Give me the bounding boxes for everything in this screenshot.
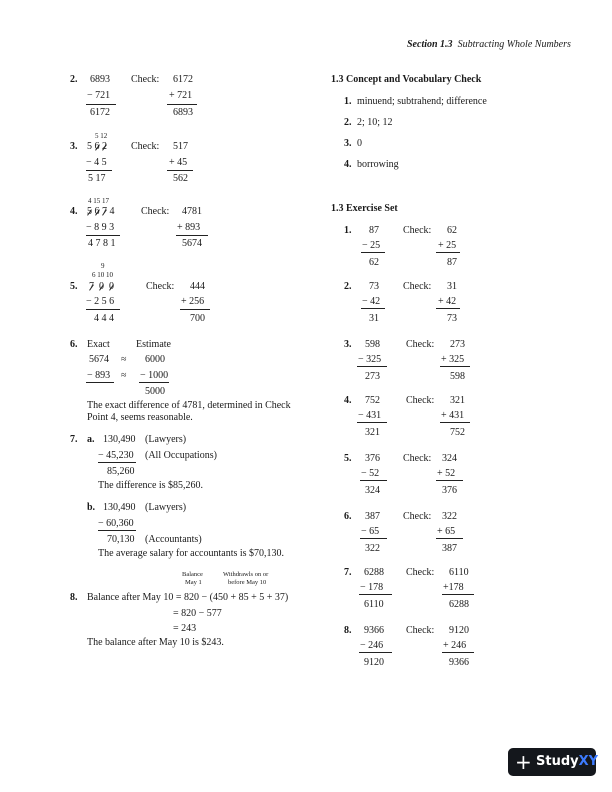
- problem-number: 8.: [70, 592, 78, 603]
- check-top: 517: [173, 141, 188, 152]
- rule: [86, 235, 120, 236]
- value-label: (Lawyers): [145, 502, 187, 513]
- check-top: 62: [447, 225, 457, 236]
- check-top: 321: [450, 395, 465, 406]
- check-top: 444: [190, 281, 205, 292]
- problem-number: 3.: [70, 141, 78, 152]
- exercise-number: 2.: [344, 281, 352, 292]
- check-sum: 6893: [173, 107, 193, 118]
- part-a-note: The difference is $85,260.: [98, 480, 204, 491]
- minuend: [89, 282, 114, 292]
- crossed-digit: 0: [109, 281, 114, 292]
- problem-number: 7.: [70, 434, 78, 445]
- problem-number: 2.: [70, 74, 78, 85]
- difference: 324: [365, 485, 380, 496]
- column-header-exact: Exact: [87, 339, 110, 350]
- column-header-estimate: Estimate: [136, 339, 171, 350]
- check-label: Check:: [403, 511, 432, 522]
- exercise-number: 6.: [344, 511, 352, 522]
- subtrahend: − 178: [360, 582, 384, 593]
- note-line-1: The exact difference of 4781, determined in Check: [87, 400, 291, 411]
- exercise-number: 8.: [344, 625, 352, 636]
- annotation: Balance: [182, 571, 203, 578]
- rule: [180, 309, 210, 310]
- subtrahend: − 65: [361, 526, 380, 537]
- crossed-digit: 5: [87, 206, 92, 217]
- rule: [436, 252, 460, 253]
- check-sum: 376: [442, 485, 457, 496]
- check-addend: + 65: [437, 526, 456, 537]
- rule: [176, 235, 208, 236]
- rule: [357, 422, 387, 423]
- difference: 273: [365, 371, 380, 382]
- minuend: [87, 207, 115, 217]
- value: − 45,230: [98, 450, 134, 461]
- subtrahend: − 25: [362, 240, 381, 251]
- rule: [436, 308, 460, 309]
- rule: [98, 462, 136, 463]
- borrow-digits: 4 15 17: [88, 197, 109, 205]
- check-top: 6110: [449, 567, 469, 578]
- approx-sign: ≈: [121, 354, 127, 365]
- check-addend: + 893: [177, 222, 201, 233]
- item-answer: 0: [357, 138, 362, 149]
- rule: [357, 366, 387, 367]
- check-top: 6172: [173, 74, 193, 85]
- value: 130,490: [103, 434, 136, 445]
- equation-line-1: Balance after May 10 = 820 − (450 + 85 + 5 + 37): [87, 592, 289, 603]
- subtrahend: − 4 5: [86, 157, 107, 168]
- rule: [86, 104, 116, 105]
- exercise-number: 7.: [344, 567, 352, 578]
- minuend: [87, 142, 107, 152]
- check-label: Check:: [403, 281, 432, 292]
- difference: 6110: [364, 599, 384, 610]
- check-label: Check:: [131, 74, 160, 85]
- borrow-digits: 6 10 10: [92, 271, 113, 279]
- subtrahend: − 2 5 6: [86, 296, 115, 307]
- check-label: Check:: [403, 453, 432, 464]
- studyxy-logo[interactable]: [508, 748, 599, 776]
- rule: [442, 652, 474, 653]
- rule: [359, 594, 392, 595]
- rule: [436, 480, 463, 481]
- crossed-digit: 7: [89, 281, 94, 292]
- check-sum: 87: [447, 257, 457, 268]
- note-line-2: Point 4, seems reasonable.: [87, 412, 193, 423]
- check-sum: 700: [190, 313, 205, 324]
- rule: [440, 366, 470, 367]
- rule: [360, 480, 387, 481]
- subtrahend: − 8 9 3: [86, 222, 115, 233]
- section-number: Section 1.3: [407, 39, 453, 50]
- plus-icon: +: [515, 750, 532, 774]
- check-addend: + 431: [441, 410, 465, 421]
- minuend: 752: [365, 395, 380, 406]
- check-addend: + 256: [181, 296, 205, 307]
- check-top: 273: [450, 339, 465, 350]
- part-a-label: a.: [87, 434, 95, 445]
- check-addend: + 52: [437, 468, 456, 479]
- check-top: 4781: [182, 206, 202, 217]
- check-addend: + 246: [443, 640, 467, 651]
- minuend: 6893: [90, 74, 110, 85]
- digit: 4: [109, 206, 115, 217]
- crossed-digit: 2: [102, 141, 107, 152]
- estimate-bottom: − 1000: [140, 370, 169, 381]
- result: 85,260: [107, 466, 135, 477]
- check-sum: 598: [450, 371, 465, 382]
- logo-text: [536, 755, 598, 768]
- check-label: Check:: [141, 206, 170, 217]
- problem-number: 6.: [70, 339, 78, 350]
- estimate-result: 5000: [145, 386, 165, 397]
- conclusion: The balance after May 10 is $243.: [87, 637, 224, 648]
- subtrahend: − 721: [87, 90, 111, 101]
- check-addend: + 25: [438, 240, 457, 251]
- concept-vocab-heading: 1.3 Concept and Vocabulary Check: [331, 74, 482, 85]
- subtrahend: − 431: [358, 410, 382, 421]
- crossed-digit: 0: [99, 281, 104, 292]
- subtrahend: − 325: [358, 354, 382, 365]
- difference: 6172: [90, 107, 110, 118]
- minuend: 9366: [364, 625, 384, 636]
- exercise-number: 1.: [344, 225, 352, 236]
- rule: [86, 170, 112, 171]
- check-sum: 387: [442, 543, 457, 554]
- check-addend: +178: [443, 582, 464, 593]
- logo-text-xy: XY: [578, 754, 599, 769]
- rule: [361, 308, 385, 309]
- borrow-digit-top: 9: [101, 262, 105, 270]
- rule: [86, 382, 114, 383]
- minuend: 598: [365, 339, 380, 350]
- check-sum: 6288: [449, 599, 469, 610]
- item-number: 3.: [344, 138, 352, 149]
- rule: [360, 538, 387, 539]
- check-sum: 5674: [182, 238, 202, 249]
- equation-line-3: = 243: [173, 623, 197, 634]
- value-label: (Lawyers): [145, 434, 187, 445]
- problem-number: 5.: [70, 281, 78, 292]
- exercise-number: 5.: [344, 453, 352, 464]
- crossed-digit: 7: [102, 206, 107, 217]
- check-label: Check:: [131, 141, 160, 152]
- check-top: 322: [442, 511, 457, 522]
- check-label: Check:: [406, 395, 435, 406]
- check-top: 9120: [449, 625, 469, 636]
- part-b-label: b.: [87, 502, 96, 513]
- item-answer: minuend; subtrahend; difference: [357, 96, 487, 107]
- approx-sign: ≈: [121, 370, 127, 381]
- check-addend: + 45: [169, 157, 188, 168]
- check-sum: 752: [450, 427, 465, 438]
- annotation: May 1: [185, 579, 202, 586]
- difference: 321: [365, 427, 380, 438]
- check-addend: + 325: [441, 354, 465, 365]
- check-addend: + 42: [438, 296, 457, 307]
- check-sum: 9366: [449, 657, 469, 668]
- subtrahend: − 52: [361, 468, 380, 479]
- check-sum: 73: [447, 313, 457, 324]
- crossed-digit: 6: [94, 206, 100, 217]
- minuend: 73: [369, 281, 379, 292]
- rule: [359, 652, 392, 653]
- subtrahend: − 42: [362, 296, 381, 307]
- rule: [442, 594, 474, 595]
- logo-text-study: Study: [536, 754, 579, 769]
- value-label: (All Occupations): [145, 450, 217, 461]
- check-label: Check:: [406, 339, 435, 350]
- rule: [436, 538, 463, 539]
- rule: [361, 252, 385, 253]
- part-b-note: The average salary for accountants is $70,130.: [98, 548, 285, 559]
- check-label: Check:: [403, 225, 432, 236]
- difference: 322: [365, 543, 380, 554]
- item-answer: 2; 10; 12: [357, 117, 393, 128]
- section-title: Subtracting Whole Numbers: [457, 39, 571, 50]
- value: 130,490: [103, 502, 136, 513]
- rule: [139, 382, 169, 383]
- minuend: 376: [365, 453, 380, 464]
- minuend: 387: [365, 511, 380, 522]
- annotation: before May 10: [228, 579, 267, 586]
- annotation: Withdrawls on or: [223, 571, 269, 578]
- problem-number: 4.: [70, 206, 78, 217]
- item-number: 1.: [344, 96, 352, 107]
- page-header: [407, 40, 571, 50]
- difference: 31: [369, 313, 379, 324]
- exact-top: 5674: [89, 354, 109, 365]
- exercise-number: 3.: [344, 339, 352, 350]
- difference: 4 4 4: [94, 313, 114, 324]
- difference: 5 17: [88, 173, 106, 184]
- exact-bottom: − 893: [87, 370, 111, 381]
- estimate-top: 6000: [145, 354, 165, 365]
- rule: [167, 104, 197, 105]
- difference: 4 7 8 1: [88, 238, 116, 249]
- subtrahend: − 246: [360, 640, 384, 651]
- item-answer: borrowing: [357, 159, 399, 170]
- rule: [86, 309, 120, 310]
- difference: 9120: [364, 657, 384, 668]
- check-top: 324: [442, 453, 457, 464]
- value: − 60,360: [98, 518, 134, 529]
- result: 70,130: [107, 534, 135, 545]
- check-label: Check:: [406, 567, 435, 578]
- rule: [98, 530, 136, 531]
- check-label: Check:: [146, 281, 175, 292]
- exercise-number: 4.: [344, 395, 352, 406]
- rule: [167, 170, 193, 171]
- rule: [440, 422, 470, 423]
- minuend: 87: [369, 225, 379, 236]
- exercise-set-heading: 1.3 Exercise Set: [331, 203, 398, 214]
- check-addend: + 721: [169, 90, 193, 101]
- equation-line-2: = 820 − 577: [173, 608, 222, 619]
- digit: 5: [87, 141, 92, 152]
- item-number: 4.: [344, 159, 352, 170]
- borrow-digits: 5 12: [95, 132, 108, 140]
- minuend: 6288: [364, 567, 384, 578]
- item-number: 2.: [344, 117, 352, 128]
- value-label: (Accountants): [145, 534, 202, 545]
- difference: 62: [369, 257, 379, 268]
- check-sum: 562: [173, 173, 188, 184]
- crossed-digit: 6: [94, 141, 100, 152]
- check-label: Check:: [406, 625, 435, 636]
- check-top: 31: [447, 281, 457, 292]
